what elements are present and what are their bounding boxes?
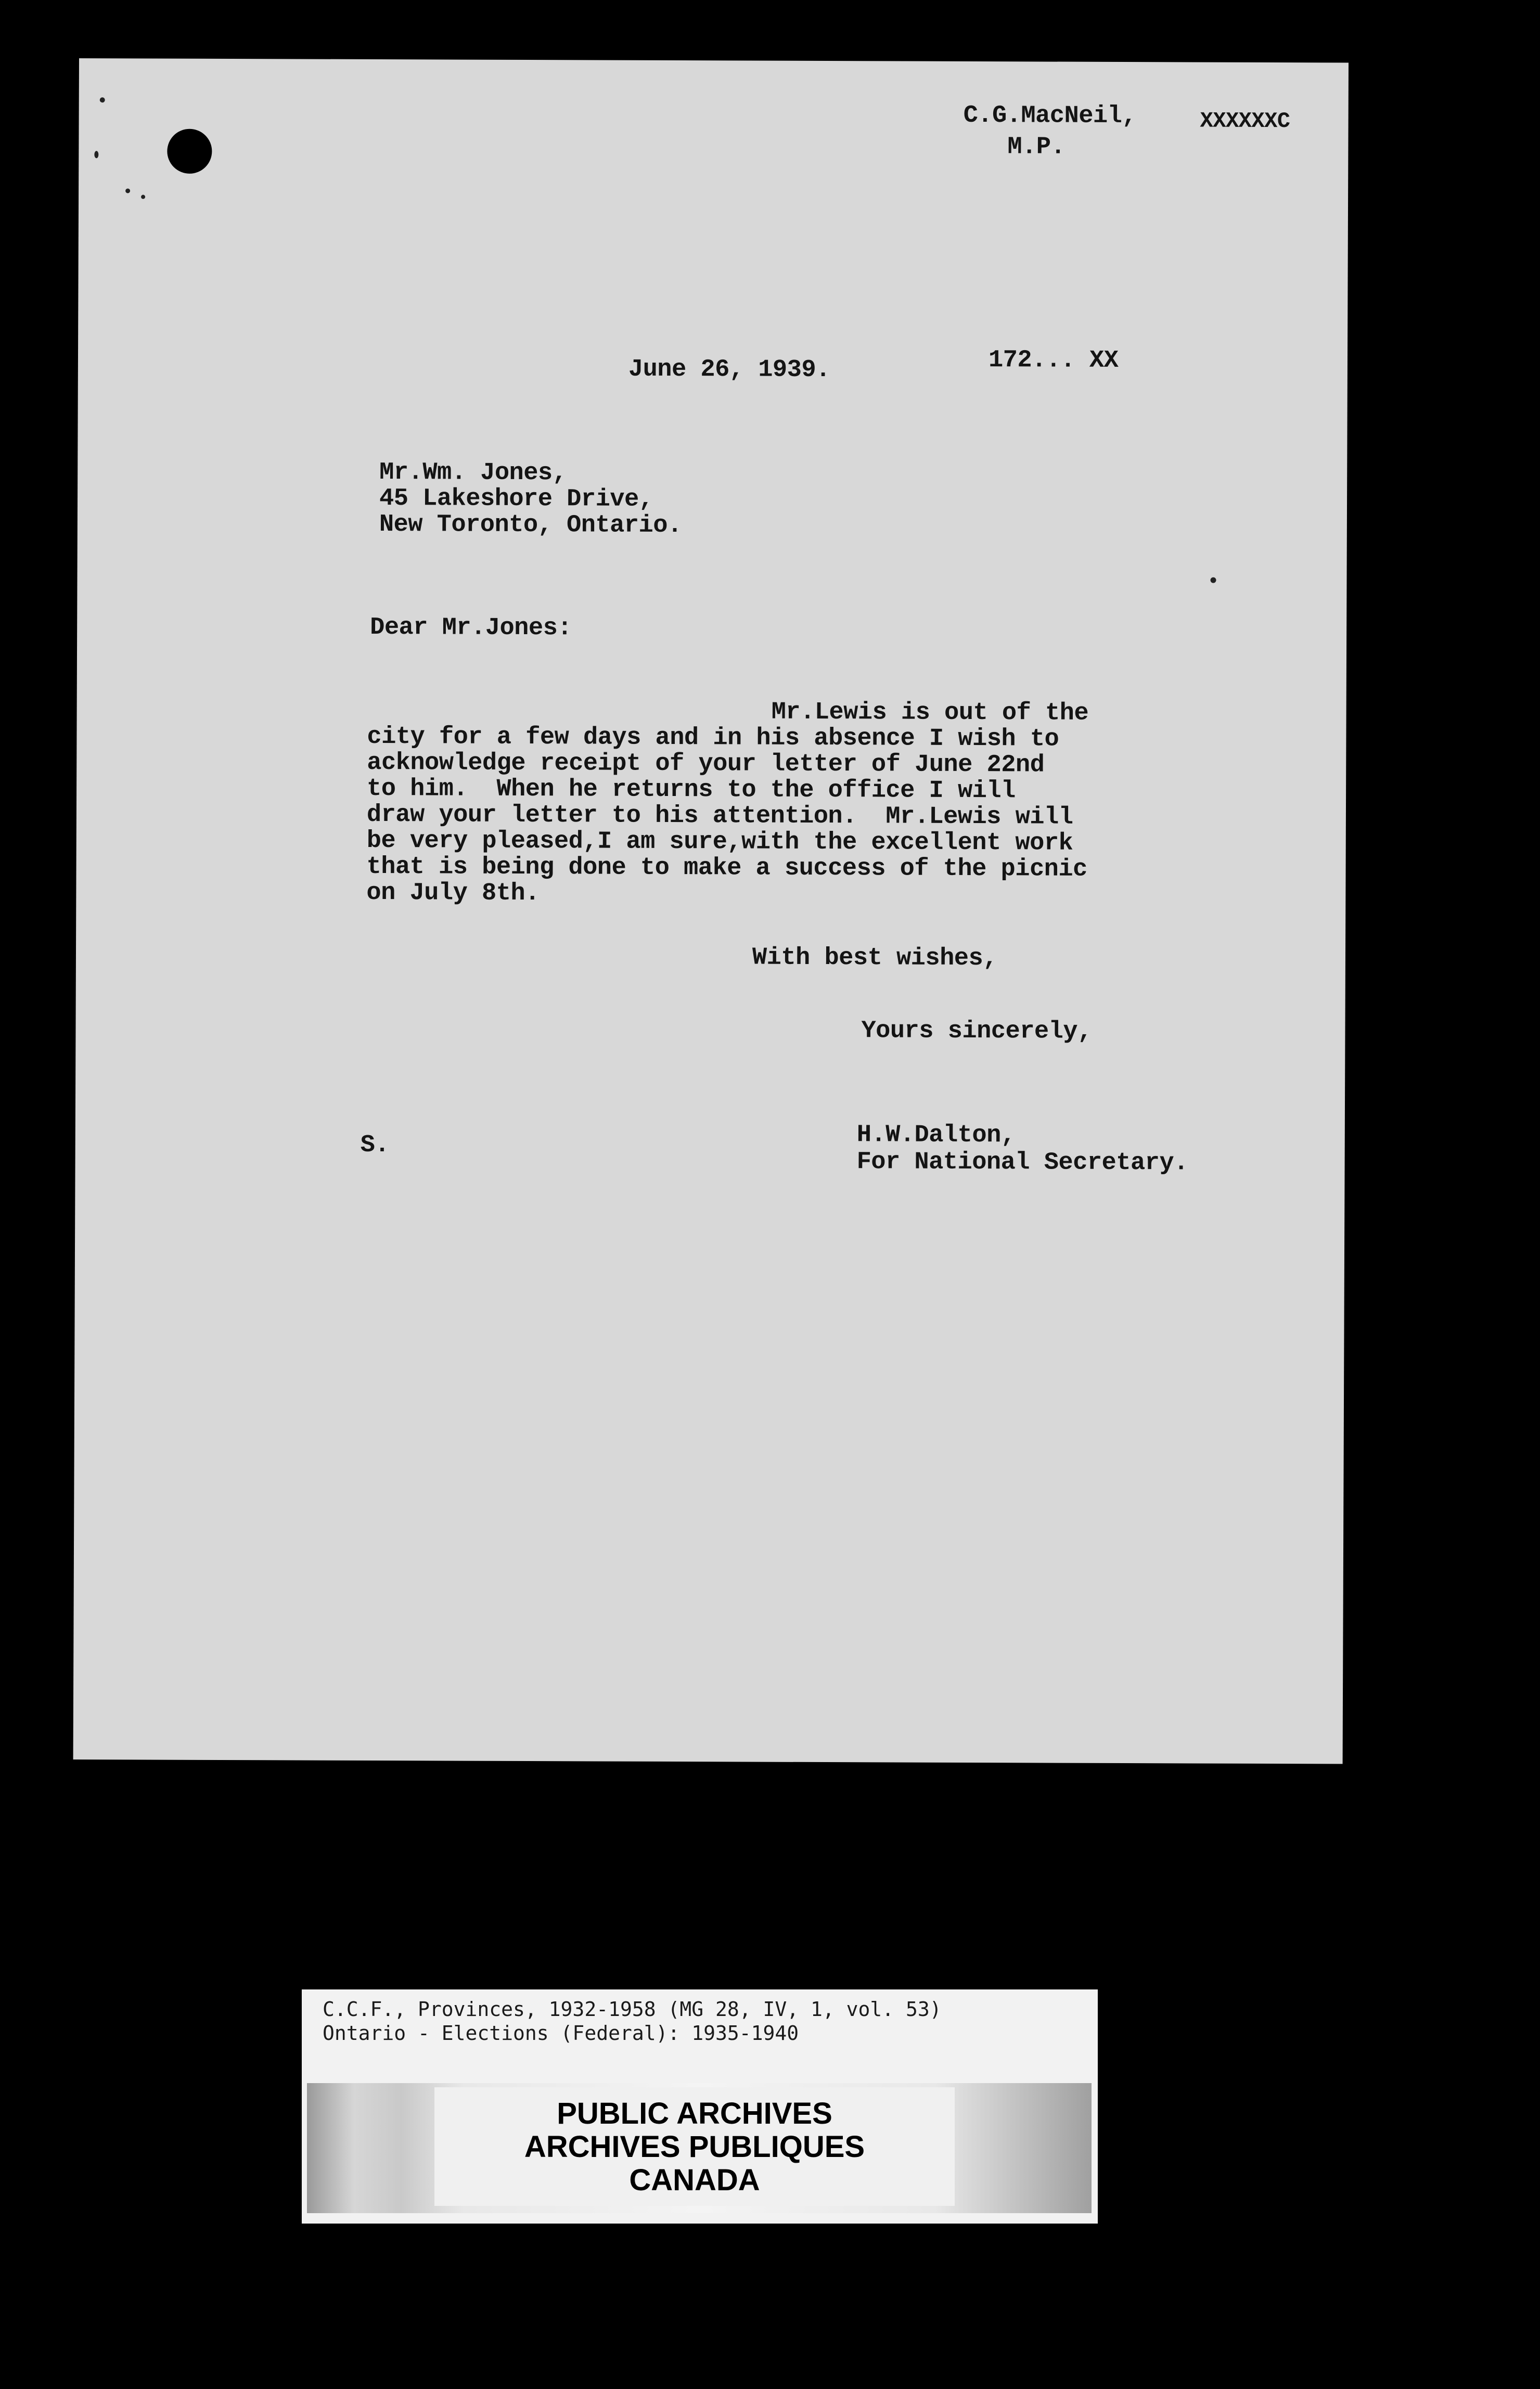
recipient-city: New Toronto, Ontario. xyxy=(379,511,682,540)
archive-label xyxy=(302,1989,1098,2224)
ink-speck xyxy=(94,151,98,158)
body-line: Mr.Lewis is out of the xyxy=(771,698,1089,727)
reference-number: 172... XX xyxy=(988,346,1119,375)
body-line: on July 8th. xyxy=(366,879,540,908)
ink-speck xyxy=(100,97,105,102)
body-line: city for a few days and in his absence I wish to xyxy=(367,723,1059,753)
stamp-line: PUBLIC ARCHIVES xyxy=(557,2097,832,2130)
ink-speck xyxy=(125,188,130,193)
recipient-name: Mr.Wm. Jones, xyxy=(379,459,567,487)
salutation: Dear Mr.Jones: xyxy=(370,613,572,643)
archive-label-line: C.C.F., Provinces, 1932-1958 (MG 28, IV, 1, vol. 53) xyxy=(323,1998,942,2021)
body-line: draw your letter to his attention. Mr.Lewis will xyxy=(366,801,1073,831)
stamp-line: ARCHIVES PUBLIQUES xyxy=(524,2130,865,2164)
closing: Yours sincerely, xyxy=(861,1017,1092,1046)
ink-speck xyxy=(141,195,145,199)
body-line: be very pleased,I am sure,with the excellent work xyxy=(366,827,1073,857)
letterhead-title: M.P. xyxy=(1007,133,1066,161)
signer-name: H.W.Dalton, xyxy=(856,1121,1016,1150)
letterhead-name: C.G.MacNeil, xyxy=(963,101,1137,131)
archive-stamp-strip xyxy=(307,2083,1092,2213)
letter-date: June 26, 1939. xyxy=(628,355,830,384)
recipient-street: 45 Lakeshore Drive, xyxy=(379,485,653,513)
archive-label-line: Ontario - Elections (Federal): 1935-1940 xyxy=(323,2022,799,2045)
punch-hole xyxy=(167,129,212,174)
closing-wishes: With best wishes, xyxy=(752,944,998,973)
body-line: to him. When he returns to the office I will xyxy=(367,775,1016,805)
body-line: that is being done to make a success of the picnic xyxy=(366,853,1087,883)
archive-stamp xyxy=(434,2087,955,2206)
ink-speck xyxy=(1210,577,1216,583)
file-code: XXXXXXC xyxy=(1200,108,1290,134)
letter-page xyxy=(73,58,1349,1764)
stamp-line: CANADA xyxy=(629,2163,760,2197)
signer-title: For National Secretary. xyxy=(856,1148,1188,1177)
body-line: acknowledge receipt of your letter of June 22nd xyxy=(367,749,1045,779)
typist-initials: S. xyxy=(360,1131,390,1160)
